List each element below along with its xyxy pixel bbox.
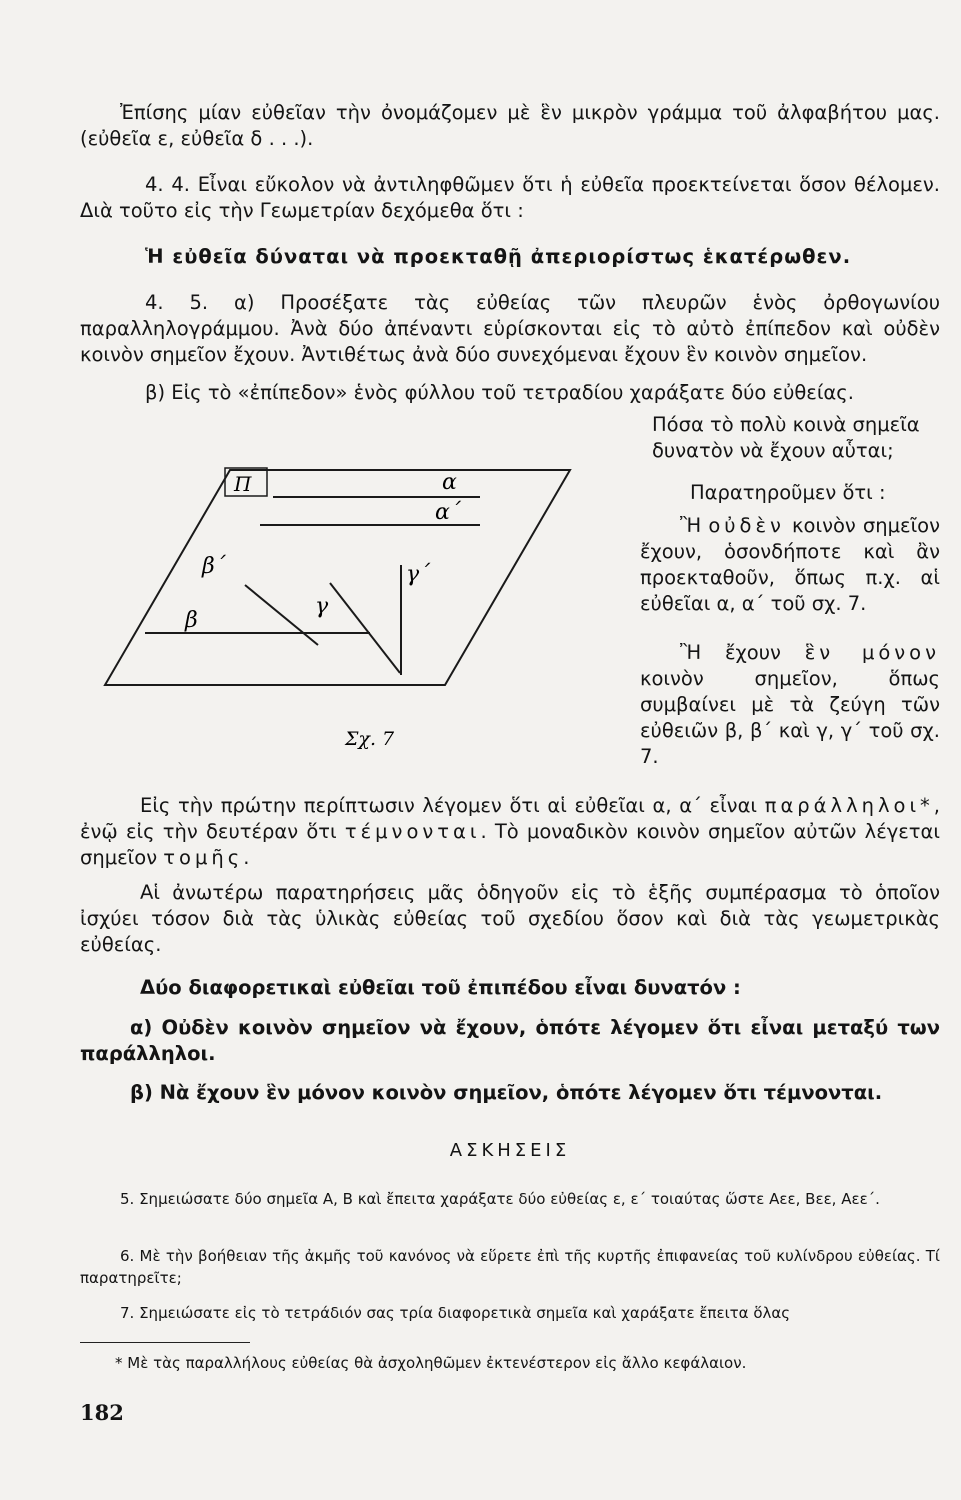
case-parallel-spaced: οὐδὲν xyxy=(708,514,785,537)
line-b-prime xyxy=(245,585,318,645)
side-observe: Παρατηροῦμεν ὅτι : xyxy=(690,481,886,504)
cases-part-2: , ἐνῷ εἰς τὴν δευτέραν ὅτι xyxy=(80,794,940,843)
theorem-case-a: α) Οὐδὲν κοινὸν σημεῖον νὰ ἔχουν, ὁπότε λέγομεν ὅτι εἶναι μεταξύ των παράλληλοι. xyxy=(80,1016,940,1065)
paragraph-intro: Ἐπίσης μίαν εὐθεῖαν τὴν ὀνομάζομεν μὲ ἓν μικρὸν γράμμα τοῦ ἀλφαβήτου μας. (εὐθεῖα ε, εὐθεῖα δ . . .). xyxy=(80,101,940,150)
line-g xyxy=(330,583,400,673)
paragraph-4-5: 4. 5. α) Προσέξατε τὰς εὐθείας τῶν πλευρῶν ἑνὸς ὀρθογωνίου παραλληλογράμμου. Ἀνὰ δύο ἀπέναντι εὑρίσκονται εἰς τὸ αὐτὸ ἐπίπεδον καὶ οὐδὲν κοινὸν σημεῖον ἔχουν. Ἀντιθέτως ἀνὰ δύο συνεχόμεναι ἔχουν ἓν κοινὸν σημεῖον. xyxy=(80,291,940,366)
case-intersect-spaced: ἓν μόνον xyxy=(804,641,940,664)
term-parallel: παράλληλοι* xyxy=(764,794,934,817)
paragraph-4-4: 4. 4. Εἶναι εὔκολον νὰ ἀντιληφθῶμεν ὅτι ἡ εὐθεῖα προεκτείνεται ὅσον θέλομεν. Διὰ τοῦτο εἰς τὴν Γεωμετρίαν δεχόμεθα ὅτι : xyxy=(80,173,940,222)
exercise-7: 7. Σημειώσατε εἰς τὸ τετράδιόν σας τρία διαφορετικὰ σημεῖα καὶ χαράξατε ἔπειτα ὅλας xyxy=(120,1304,791,1322)
case-parallel-lead: Ἢ xyxy=(680,514,702,537)
label-a-prime: α΄ xyxy=(435,500,461,525)
theorem-heading: Δύο διαφορετικαὶ εὐθεῖαι τοῦ ἐπιπέδου εἶναι δυνατόν : xyxy=(140,976,741,999)
label-b-prime: β΄ xyxy=(202,554,226,579)
label-g: γ xyxy=(315,594,329,619)
term-intersect: τέμνονται xyxy=(344,820,481,843)
plane-parallelogram xyxy=(105,470,570,685)
cases-part-1: Εἰς τὴν πρώτην περίπτωσιν λέγομεν ὅτι αἱ εὐθεῖαι α, α΄ εἶναι xyxy=(140,794,758,817)
term-intersection-point: τομῆς xyxy=(163,846,244,869)
theorem-case-b: β) Νὰ ἔχουν ἓν μόνον κοινὸν σημεῖον, ὁπότε λέγομεν ὅτι τέμνονται. xyxy=(130,1081,883,1104)
side-question: Πόσα τὸ πολὺ κοινὰ σημεῖα δυνατὸν νὰ ἔχουν αὗται; xyxy=(652,413,920,462)
side-case-intersect xyxy=(640,640,940,770)
label-a: α xyxy=(442,470,457,495)
case-intersect-rest: κοινὸν σημεῖον, ὅπως συμβαίνει μὲ τὰ ζεύγη τῶν εὐθειῶν β, β΄ καὶ γ, γ΄ τοῦ σχ. 7. xyxy=(640,667,940,768)
case-parallel-rest: κοινὸν σημεῖον ἔχουν, ὁσονδήποτε καὶ ἂν προεκταθοῦν, ὅπως π.χ. αἱ εὐθεῖαι α, α΄ τοῦ σχ. 7. xyxy=(640,514,941,615)
paragraph-cases xyxy=(80,793,940,871)
label-b: β xyxy=(185,608,198,633)
exercise-5: 5. Σημειώσατε δύο σημεῖα Α, Β καὶ ἔπειτα χαράξατε δύο εὐθείας ε, ε΄ τοιαύτας ὥστε Αεε, Βεε, Αεε΄. xyxy=(120,1190,880,1208)
cases-part-4: . xyxy=(243,846,250,869)
figure-7 xyxy=(90,455,630,765)
side-case-parallel xyxy=(640,513,940,617)
paragraph-conclusion: Αἱ ἀνωτέρω παρατηρήσεις μᾶς ὁδηγοῦν εἰς τὸ ἑξῆς συμπέρασμα τὸ ὁποῖον ἰσχύει τόσον διὰ τὰς ὑλικὰς εὐθείας τοῦ σχεδίου ὅσον καὶ διὰ τὰς γεωμετρικὰς εὐθείας. xyxy=(80,881,940,956)
figure-caption: Σχ. 7 xyxy=(345,728,395,750)
axiom-statement: Ἡ εὐθεῖα δύναται νὰ προεκταθῇ ἀπεριορίστως ἑκατέρωθεν. xyxy=(145,245,852,268)
exercise-6: 6. Μὲ τὴν βοήθειαν τῆς ἀκμῆς τοῦ κανόνος νὰ εὕρετε ἐπὶ τῆς κυρτῆς ἐπιφανείας τοῦ κυλίνδρου εὐθείας. Τί παρατηρεῖτε; xyxy=(80,1247,940,1287)
label-g-prime: γ΄ xyxy=(406,562,431,587)
case-intersect-lead: Ἢ ἔχουν xyxy=(680,641,781,664)
footnote: * Μὲ τὰς παραλλήλους εὐθείας θὰ ἀσχοληθῶμεν ἐκτενέστερον εἰς ἄλλο κεφάλαιον. xyxy=(115,1354,747,1372)
plane-label: Π xyxy=(234,472,252,496)
cases-part-3: . Τὸ μοναδικὸν κοινὸν σημεῖον αὐτῶν λέγεται σημεῖον xyxy=(80,820,941,869)
exercises-heading: ΑΣΚΗΣΕΙΣ xyxy=(449,1140,571,1161)
page-number: 182 xyxy=(80,1400,124,1425)
paragraph-4-5-b: β) Εἰς τὸ «ἐπίπεδον» ἑνὸς φύλλου τοῦ τετραδίου χαράξατε δύο εὐθείας. xyxy=(145,381,854,404)
footnote-rule xyxy=(80,1342,250,1343)
